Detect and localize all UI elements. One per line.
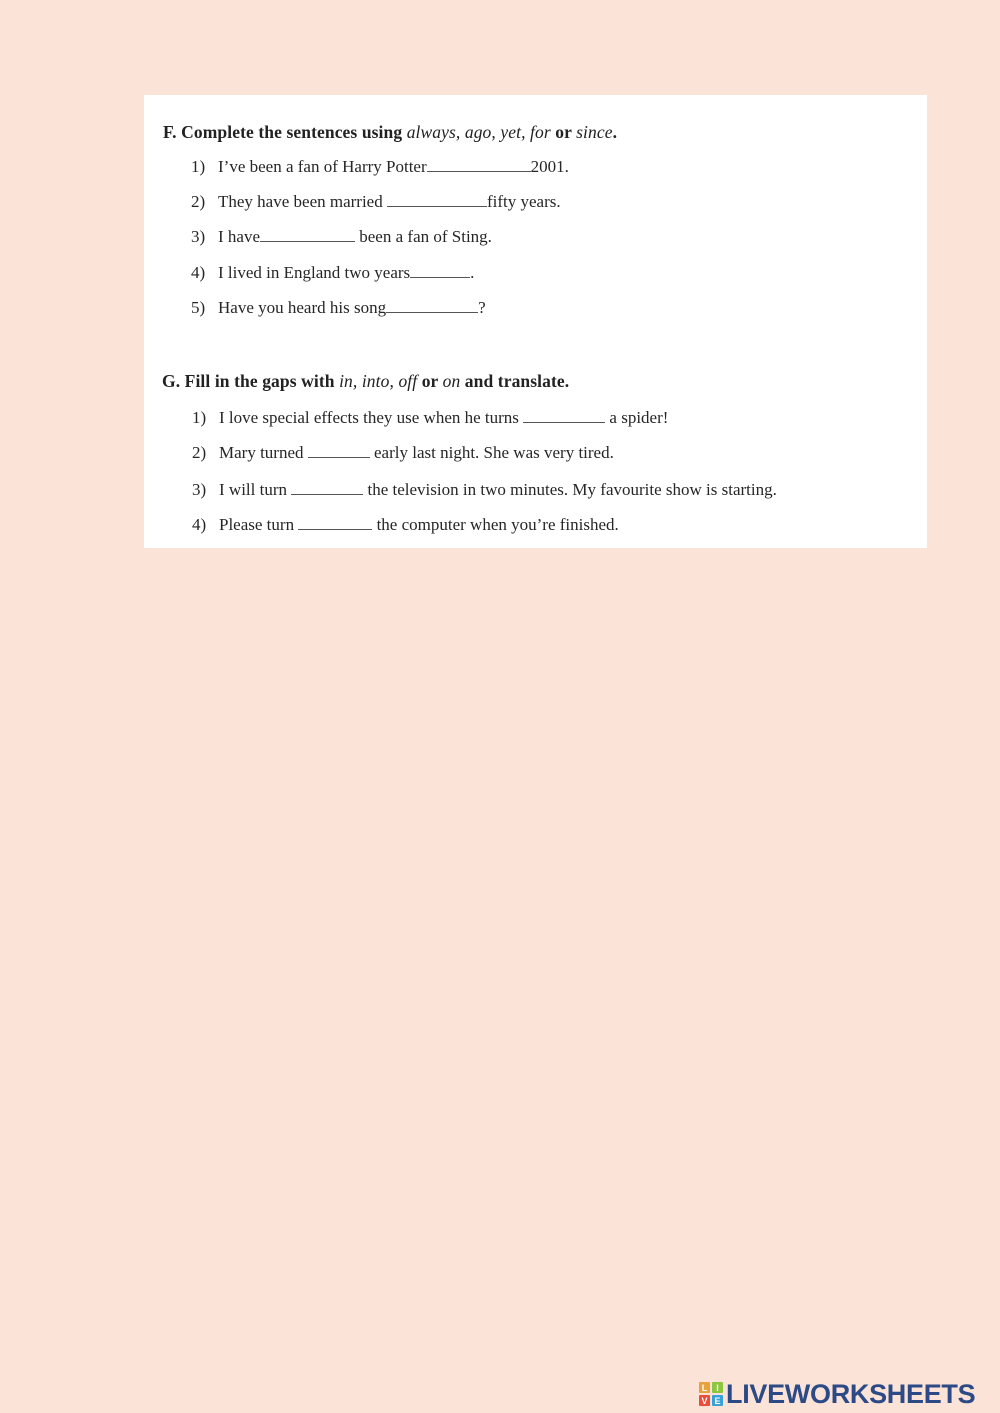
logo-text: LIVEWORKSHEETS xyxy=(726,1378,976,1409)
answer-gap[interactable] xyxy=(387,192,487,207)
answer-gap[interactable] xyxy=(427,157,531,172)
exercise-f-item-2: 2) They have been married fifty years. xyxy=(191,192,561,211)
logo-tile-l: L xyxy=(699,1382,710,1393)
answer-gap[interactable] xyxy=(523,408,605,423)
exercise-g-item-1: 1) I love special effects they use when he turns a spider! xyxy=(192,408,669,427)
exercise-f-item-1: 1) I’ve been a fan of Harry Potter 2001. xyxy=(191,157,569,176)
exercise-g-item-3: 3) I will turn the television in two minutes. My favourite show is starting. xyxy=(192,480,777,499)
section-g-heading: G. Fill in the gaps with in, into, off or on and translate. xyxy=(162,371,570,391)
logo-tile-e: E xyxy=(712,1395,723,1406)
liveworksheets-logo[interactable] xyxy=(699,1377,975,1411)
section-f-heading: F. Complete the sentences using always, ago, yet, for or since. xyxy=(163,122,618,142)
answer-gap[interactable] xyxy=(298,515,372,530)
exercise-f-item-3: 3) I have been a fan of Sting. xyxy=(191,227,492,246)
answer-gap[interactable] xyxy=(410,263,470,278)
exercise-g-item-4: 4) Please turn the computer when you’re finished. xyxy=(192,515,619,534)
liveworksheets-logo-icon xyxy=(699,1382,723,1406)
answer-gap[interactable] xyxy=(308,443,370,458)
logo-tile-v: V xyxy=(699,1395,710,1406)
exercise-g-item-2: 2) Mary turned early last night. She was very tired. xyxy=(192,443,614,462)
exercise-f-item-5: 5) Have you heard his song ? xyxy=(191,298,486,317)
worksheet-sheet xyxy=(144,95,927,548)
answer-gap[interactable] xyxy=(386,298,478,313)
logo-tile-i: I xyxy=(712,1382,723,1393)
answer-gap[interactable] xyxy=(260,227,355,242)
exercise-f-item-4: 4) I lived in England two years . xyxy=(191,263,475,282)
answer-gap[interactable] xyxy=(291,480,363,495)
